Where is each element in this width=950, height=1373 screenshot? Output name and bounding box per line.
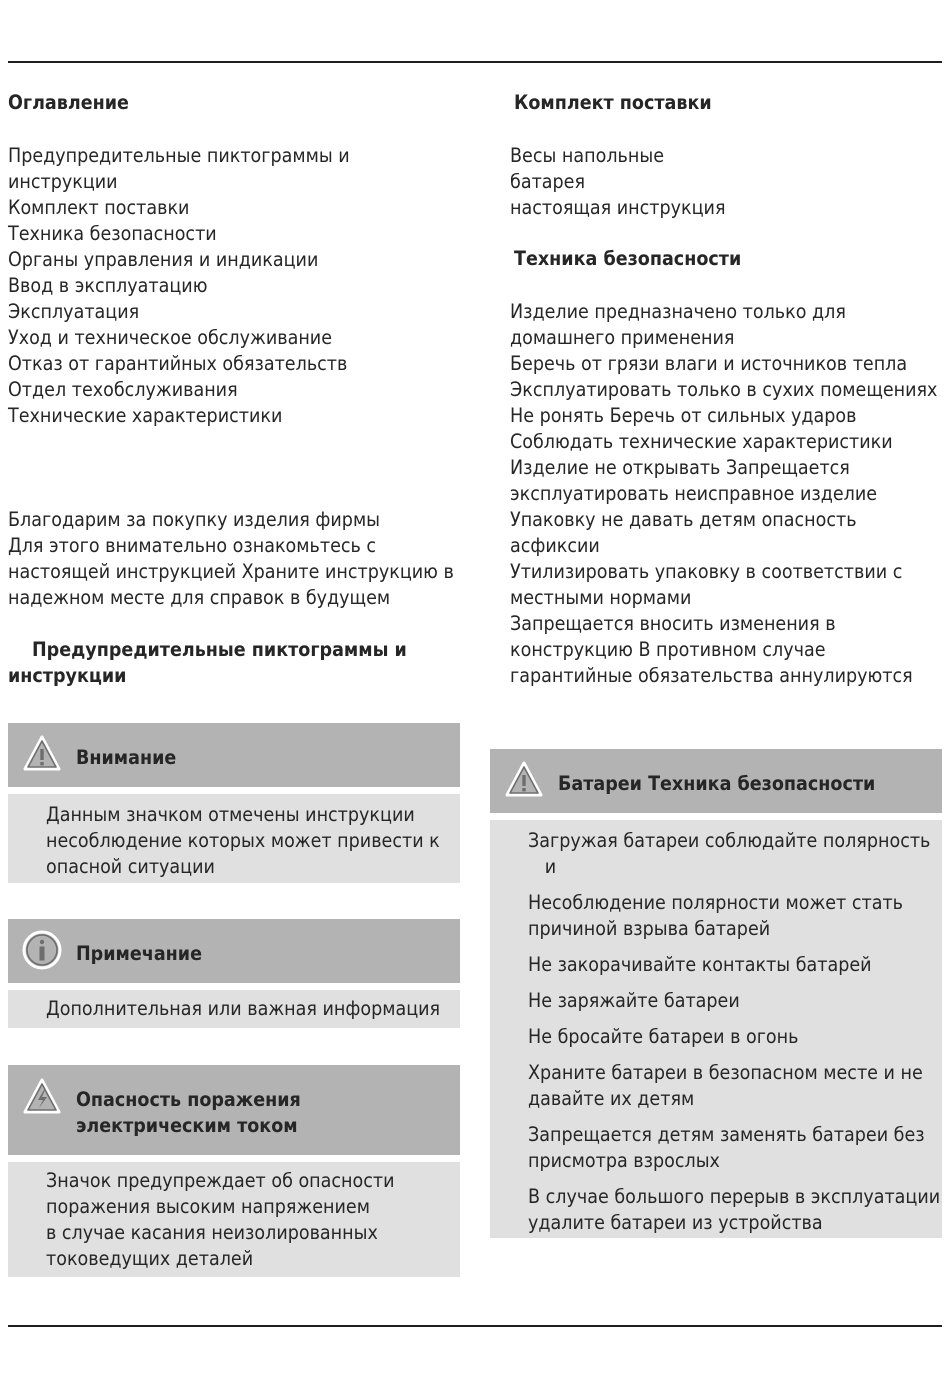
safety-list [510, 299, 937, 689]
bottom-rule [8, 1325, 942, 1327]
safety-line: Не ронять Беречь от сильных ударов [510, 404, 857, 427]
safety-line: Упаковку не давать детям опасность [510, 508, 857, 531]
shock-box-line: токоведущих деталей [46, 1247, 254, 1270]
toc-list [8, 143, 350, 429]
safety-line: Соблюдать технические характеристики [510, 430, 893, 453]
warning-triangle-icon [504, 760, 544, 800]
safety-line: Эксплуатировать только в сухих помещениях [510, 378, 938, 401]
electric-shock-icon [22, 1077, 62, 1117]
note-box-body [8, 990, 460, 1028]
toc-item: Отказ от гарантийных обязательств [8, 352, 348, 375]
intro-line: настоящей инструкцией Храните инструкцию в [8, 560, 454, 583]
warning-triangle-icon [22, 734, 62, 774]
toc-item: Предупредительные пиктограммы и [8, 144, 350, 167]
package-heading: Комплект поставки [514, 91, 712, 114]
note-box-header [8, 919, 460, 983]
warning-box-body [8, 794, 460, 883]
battery-item [528, 988, 940, 1014]
intro-paragraph [8, 507, 454, 611]
intro-line: надежном месте для справок в будущем [8, 586, 391, 609]
battery-item [528, 1024, 940, 1050]
warning-box-line: опасной ситуации [46, 855, 215, 878]
battery-item-line: Несоблюдение полярности может стать [528, 891, 904, 914]
battery-item-line: Не закорачивайте контакты батарей [528, 953, 872, 976]
package-item: батарея [510, 170, 586, 193]
battery-item-line: Не заряжайте батареи [528, 989, 740, 1012]
package-list [510, 143, 726, 221]
battery-item [528, 890, 940, 942]
battery-item-line: Храните батареи в безопасном месте и не [528, 1061, 923, 1084]
safety-line: домашнего применения [510, 326, 735, 349]
top-rule [8, 61, 942, 63]
battery-box-title: Батареи Техника безопасности [558, 772, 876, 795]
safety-line: Утилизировать упаковку в соответствии с [510, 560, 903, 583]
battery-item-line: давайте их детям [528, 1087, 695, 1110]
shock-box-title [76, 1087, 301, 1139]
warning-box-line: Данным значком отмечены инструкции [46, 803, 415, 826]
note-box-line: Дополнительная или важная информация [46, 997, 441, 1020]
pictograms-heading [8, 637, 407, 689]
safety-line: Изделие предназначено только для [510, 300, 846, 323]
safety-line: Изделие не открывать Запрещается [510, 456, 850, 479]
battery-item-line: причиной взрыва батарей [528, 917, 771, 940]
toc-item: Эксплуатация [8, 300, 140, 323]
battery-box-body [490, 820, 942, 1238]
shock-box-title-line: электрическим током [76, 1114, 298, 1137]
toc-item: Технические характеристики [8, 404, 283, 427]
shock-box-title-line: Опасность поражения [76, 1088, 301, 1111]
toc-item: Ввод в эксплуатацию [8, 274, 208, 297]
pictograms-heading-line: Предупредительные пиктограммы и [32, 638, 407, 661]
safety-line: Беречь от грязи влаги и источников тепла [510, 352, 908, 375]
safety-heading: Техника безопасности [514, 247, 742, 270]
safety-line: асфиксии [510, 534, 600, 557]
intro-line: Для этого внимательно ознакомьтесь с [8, 534, 377, 557]
battery-item-line: присмотра взрослых [528, 1149, 720, 1172]
safety-line: местными нормами [510, 586, 692, 609]
note-box-title: Примечание [76, 942, 202, 965]
battery-item [528, 828, 940, 880]
toc-heading: Оглавление [8, 91, 129, 114]
safety-line: конструкцию В противном случае [510, 638, 826, 661]
shock-box-line: в случае касания неизолированных [46, 1221, 378, 1244]
warning-box-header [8, 723, 460, 787]
shock-box-body [8, 1162, 460, 1277]
battery-item-line: Не бросайте батареи в огонь [528, 1025, 799, 1048]
battery-item-line: Запрещается детям заменять батареи без [528, 1123, 925, 1146]
battery-item [528, 1060, 940, 1112]
battery-item [528, 1184, 940, 1236]
shock-box-line: Значок предупреждает об опасности [46, 1169, 395, 1192]
toc-item: Отдел техобслуживания [8, 378, 238, 401]
package-item: настоящая инструкция [510, 196, 726, 219]
safety-line: гарантийные обязательства аннулируются [510, 664, 913, 687]
toc-item: Органы управления и индикации [8, 248, 319, 271]
safety-line: эксплуатировать неисправное изделие [510, 482, 878, 505]
pictograms-heading-line: инструкции [8, 664, 127, 687]
intro-line: Благодарим за покупку изделия фирмы [8, 508, 381, 531]
warning-box-title: Внимание [76, 746, 177, 769]
battery-box-header [490, 749, 942, 813]
toc-item: Уход и техническое обслуживание [8, 326, 332, 349]
battery-item-line: и [528, 855, 557, 878]
warning-box-line: несоблюдение которых может привести к [46, 829, 440, 852]
battery-item-line: Загружая батареи соблюдайте полярность [528, 829, 931, 852]
shock-box-header [8, 1065, 460, 1155]
safety-line: Запрещается вносить изменения в [510, 612, 836, 635]
battery-item-line: удалите батареи из устройства [528, 1211, 823, 1234]
toc-item: Техника безопасности [8, 222, 217, 245]
battery-item-line: В случае большого перерыв в эксплуатации [528, 1185, 941, 1208]
package-item: Весы напольные [510, 144, 665, 167]
toc-item: Комплект поставки [8, 196, 190, 219]
battery-item [528, 952, 940, 978]
info-circle-icon [22, 930, 62, 970]
toc-item: инструкции [8, 170, 118, 193]
battery-item [528, 1122, 940, 1174]
shock-box-line: поражения высоким напряжением [46, 1195, 370, 1218]
